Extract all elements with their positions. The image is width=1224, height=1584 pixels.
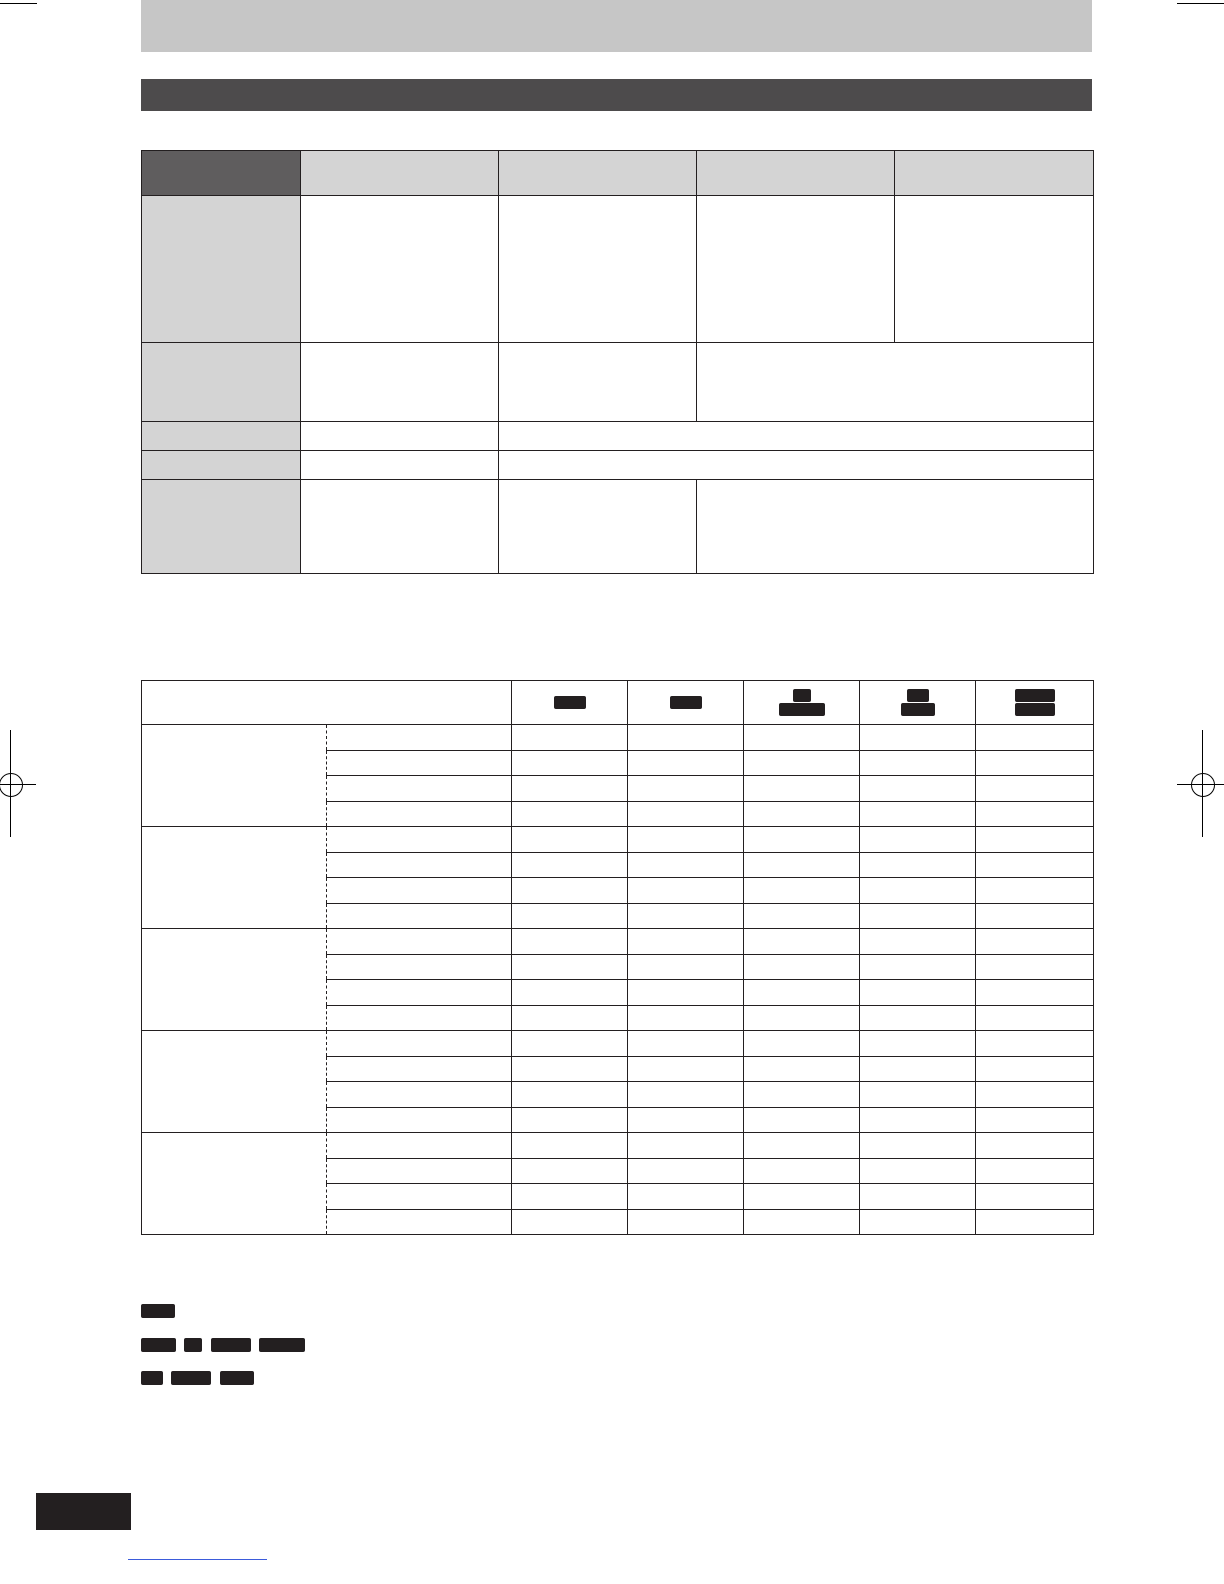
table-cell — [860, 903, 976, 929]
compatibility-table-corner — [142, 681, 512, 725]
table-cell — [976, 801, 1094, 827]
page-title-bar — [141, 0, 1092, 52]
disc-type-badge — [554, 696, 586, 709]
disc-type-badge — [1015, 689, 1055, 702]
legend-row — [141, 1338, 309, 1353]
sub-row-label — [327, 1133, 512, 1159]
table-cell — [744, 1209, 860, 1235]
table-cell — [512, 903, 628, 929]
group-label — [142, 827, 327, 929]
table-cell — [628, 725, 744, 751]
table-cell — [976, 1133, 1094, 1159]
table-cell — [744, 1184, 860, 1210]
table-cell — [512, 980, 628, 1006]
spec-table-column-header — [697, 151, 895, 196]
table-cell — [512, 878, 628, 904]
table-cell — [512, 801, 628, 827]
disc-type-badge — [1015, 703, 1055, 716]
table-cell — [860, 1184, 976, 1210]
table-cell — [860, 1107, 976, 1133]
table-cell — [976, 852, 1094, 878]
group-label — [142, 929, 327, 1031]
table-cell — [744, 1158, 860, 1184]
compatibility-table — [141, 680, 1094, 1235]
table-cell — [976, 725, 1094, 751]
sub-row-label — [327, 1209, 512, 1235]
table-cell — [976, 1158, 1094, 1184]
legend-badge — [141, 1304, 175, 1318]
table-cell — [744, 929, 860, 955]
table-cell — [744, 827, 860, 853]
table-cell — [628, 776, 744, 802]
spec-table-cell — [301, 196, 499, 343]
spec-table-cell — [697, 480, 1094, 574]
sub-row-label — [327, 852, 512, 878]
spec-table-cell — [301, 343, 499, 422]
table-cell — [860, 1005, 976, 1031]
spec-table-cell — [499, 196, 697, 343]
table-cell — [976, 1184, 1094, 1210]
sub-row-label — [327, 1107, 512, 1133]
table-cell — [976, 1056, 1094, 1082]
table-cell — [860, 827, 976, 853]
table-cell — [860, 750, 976, 776]
table-cell — [512, 1133, 628, 1159]
section-heading-bar — [141, 79, 1092, 111]
table-cell — [860, 725, 976, 751]
table-cell — [628, 852, 744, 878]
table-cell — [628, 929, 744, 955]
table-cell — [628, 1031, 744, 1057]
table-cell — [744, 750, 860, 776]
table-cell — [628, 954, 744, 980]
spec-table-row-header — [142, 480, 301, 574]
disc-column-header — [628, 681, 744, 725]
table-cell — [860, 878, 976, 904]
table-cell — [512, 954, 628, 980]
legend-row — [141, 1371, 258, 1386]
spec-table-cell — [499, 480, 697, 574]
table-cell — [744, 1056, 860, 1082]
legend-badge — [141, 1338, 176, 1352]
disc-column-header — [512, 681, 628, 725]
spec-table-cell — [301, 480, 499, 574]
table-cell — [628, 1005, 744, 1031]
table-cell — [512, 1031, 628, 1057]
legend-badge — [259, 1338, 305, 1352]
sub-row-label — [327, 954, 512, 980]
sub-row-label — [327, 929, 512, 955]
table-cell — [512, 750, 628, 776]
group-label — [142, 1133, 327, 1235]
table-cell — [744, 1133, 860, 1159]
registration-mark-right-circle — [1191, 773, 1215, 797]
table-cell — [860, 1056, 976, 1082]
spec-table-row-header — [142, 451, 301, 480]
sub-row-label — [327, 1184, 512, 1210]
table-cell — [860, 954, 976, 980]
spec-table-cell — [301, 422, 499, 451]
sub-row-label — [327, 827, 512, 853]
disc-column-header — [976, 681, 1094, 725]
table-cell — [628, 903, 744, 929]
sub-row-label — [327, 776, 512, 802]
spec-table-column-header — [895, 151, 1094, 196]
table-cell — [976, 1209, 1094, 1235]
spec-table-cell — [895, 196, 1094, 343]
table-cell — [976, 1082, 1094, 1108]
table-cell — [976, 954, 1094, 980]
table-cell — [976, 1031, 1094, 1057]
disc-type-badge — [907, 689, 929, 702]
table-cell — [512, 776, 628, 802]
sub-row-label — [327, 1056, 512, 1082]
table-cell — [628, 801, 744, 827]
disc-column-header — [860, 681, 976, 725]
crop-mark-top-right — [1177, 3, 1224, 4]
table-cell — [860, 980, 976, 1006]
table-cell — [512, 1082, 628, 1108]
sub-row-label — [327, 1158, 512, 1184]
page-number-tab — [36, 1493, 131, 1530]
table-cell — [512, 725, 628, 751]
table-cell — [628, 1082, 744, 1108]
spec-table-cell — [499, 451, 1094, 480]
table-cell — [512, 1158, 628, 1184]
table-cell — [744, 801, 860, 827]
table-cell — [628, 827, 744, 853]
legend-badge — [211, 1338, 251, 1352]
crop-mark-top-left — [0, 3, 37, 4]
spec-table-cell — [499, 422, 1094, 451]
table-cell — [860, 1082, 976, 1108]
table-cell — [512, 827, 628, 853]
table-cell — [628, 1056, 744, 1082]
table-cell — [860, 1209, 976, 1235]
table-cell — [860, 801, 976, 827]
legend-badge — [184, 1338, 202, 1352]
legend-badge — [171, 1371, 211, 1385]
table-cell — [512, 1209, 628, 1235]
spec-table-cell — [697, 196, 895, 343]
table-cell — [628, 1158, 744, 1184]
table-cell — [628, 1184, 744, 1210]
spec-table-column-header — [499, 151, 697, 196]
group-label — [142, 1031, 327, 1133]
sub-row-label — [327, 1005, 512, 1031]
table-cell — [860, 1133, 976, 1159]
table-cell — [628, 1107, 744, 1133]
table-cell — [744, 1107, 860, 1133]
sub-row-label — [327, 903, 512, 929]
spec-table-row-header — [142, 343, 301, 422]
table-cell — [744, 954, 860, 980]
table-cell — [976, 980, 1094, 1006]
table-cell — [512, 1184, 628, 1210]
table-cell — [744, 776, 860, 802]
table-cell — [512, 929, 628, 955]
sub-row-label — [327, 980, 512, 1006]
disc-type-badge — [901, 703, 935, 716]
table-cell — [976, 903, 1094, 929]
table-cell — [976, 1005, 1094, 1031]
legend-row — [141, 1304, 179, 1319]
disc-type-badge — [670, 696, 702, 709]
spec-table-row-header — [142, 196, 301, 343]
legend-badge — [220, 1371, 254, 1385]
table-cell — [860, 852, 976, 878]
spec-table-row-header — [142, 422, 301, 451]
table-cell — [860, 776, 976, 802]
table-cell — [512, 852, 628, 878]
table-cell — [512, 1056, 628, 1082]
spec-table-cell — [697, 343, 1094, 422]
table-cell — [976, 750, 1094, 776]
sub-row-label — [327, 750, 512, 776]
sub-row-label — [327, 801, 512, 827]
table-cell — [744, 1082, 860, 1108]
disc-column-header — [744, 681, 860, 725]
table-cell — [744, 980, 860, 1006]
table-cell — [976, 878, 1094, 904]
table-cell — [976, 1107, 1094, 1133]
sub-row-label — [327, 1031, 512, 1057]
sub-row-label — [327, 878, 512, 904]
table-cell — [860, 929, 976, 955]
table-cell — [860, 1031, 976, 1057]
spec-table-cell — [301, 451, 499, 480]
table-cell — [512, 1107, 628, 1133]
table-cell — [744, 852, 860, 878]
footer-link-underline[interactable] — [128, 1559, 267, 1560]
table-cell — [744, 725, 860, 751]
table-cell — [744, 1005, 860, 1031]
table-cell — [744, 1031, 860, 1057]
table-cell — [860, 1158, 976, 1184]
group-label — [142, 725, 327, 827]
legend-badge — [141, 1371, 163, 1385]
table-cell — [628, 1133, 744, 1159]
spec-table-column-header — [301, 151, 499, 196]
disc-type-badge — [793, 689, 811, 702]
spec-table-cell — [499, 343, 697, 422]
table-cell — [976, 929, 1094, 955]
registration-mark-left-circle — [0, 773, 23, 797]
sub-row-label — [327, 1082, 512, 1108]
sub-row-label — [327, 725, 512, 751]
table-cell — [628, 1209, 744, 1235]
table-cell — [744, 878, 860, 904]
spec-table — [141, 150, 1094, 574]
table-cell — [976, 776, 1094, 802]
table-cell — [976, 827, 1094, 853]
table-cell — [628, 878, 744, 904]
table-cell — [628, 980, 744, 1006]
table-cell — [628, 750, 744, 776]
table-cell — [744, 903, 860, 929]
spec-table-corner — [142, 151, 301, 196]
disc-type-badge — [779, 703, 825, 716]
table-cell — [512, 1005, 628, 1031]
